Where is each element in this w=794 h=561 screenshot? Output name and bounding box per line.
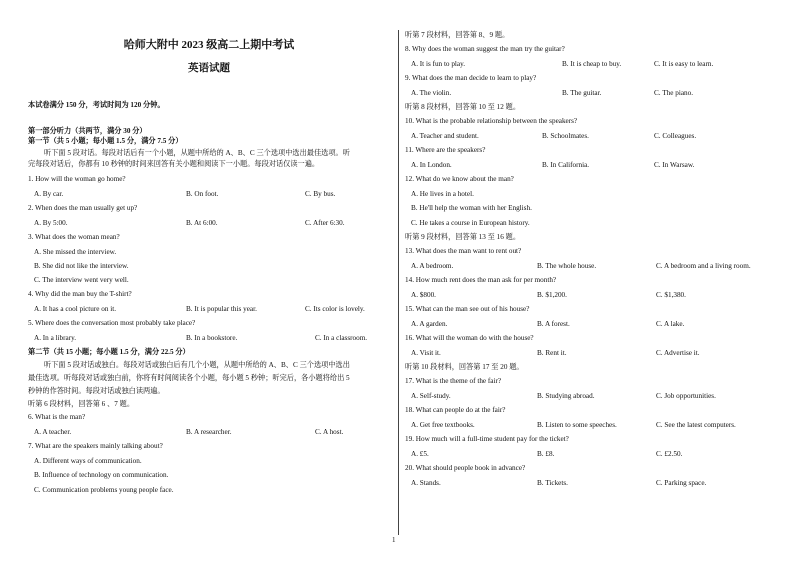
option-b: B. Rent it. bbox=[537, 349, 567, 357]
material-note: 听第 10 段材料，回答第 17 至 20 题。 bbox=[405, 363, 524, 371]
option-a: A. In a library. bbox=[34, 334, 77, 342]
option-a: A. It is fun to play. bbox=[411, 60, 466, 68]
option-b: B. At 6:00. bbox=[186, 219, 218, 227]
option-c: C. $1,380. bbox=[656, 291, 686, 299]
material-note: 听第 8 段材料，回答第 10 至 12 题。 bbox=[405, 103, 521, 111]
question-11: 11. Where are the speakers? bbox=[405, 146, 486, 154]
option-a: A. The violin. bbox=[411, 89, 452, 97]
question-4: 4. Why did the man buy the T-shirt? bbox=[28, 290, 132, 298]
option-b: B. Tickets. bbox=[537, 479, 568, 487]
option-c: C. A bedroom and a living room. bbox=[656, 262, 751, 270]
option-b: B. £8. bbox=[537, 450, 555, 458]
option-a: A. By car. bbox=[34, 190, 64, 198]
option-a: A. A bedroom. bbox=[411, 262, 454, 270]
question-7: 7. What are the speakers mainly talking about? bbox=[28, 442, 163, 450]
material-note: 听第 7 段材料，回答第 8、9 题。 bbox=[405, 31, 510, 39]
option-a: A. Stands. bbox=[411, 479, 441, 487]
exam-title: 哈师大附中 2023 级高二上期中考试 bbox=[123, 39, 295, 51]
question-19: 19. How much will a full-time student pay for the ticket? bbox=[405, 435, 569, 443]
option-c: C. Colleagues. bbox=[654, 132, 697, 140]
section2-instructions: 秒钟的作答时间。每段对话或独白读两遍。 bbox=[28, 387, 165, 395]
option-c: C. A lake. bbox=[656, 320, 685, 328]
option-b: B. The whole house. bbox=[537, 262, 597, 270]
option-b: B. In a bookstore. bbox=[186, 334, 238, 342]
material-note: 听第 9 段材料，回答第 13 至 16 题。 bbox=[405, 233, 521, 241]
option-b: B. $1,200. bbox=[537, 291, 567, 299]
page-number: 1 bbox=[392, 536, 396, 544]
question-2: 2. When does the man usually get up? bbox=[28, 204, 138, 212]
option-a: A. It has a cool picture on it. bbox=[34, 305, 117, 313]
option-c: C. He takes a course in European history. bbox=[411, 219, 530, 227]
section1-instructions: 听下面 5 段对话。每段对话后有一个小题，从题中所给的 A、B、C 三个选项中选出最佳选项。听 bbox=[44, 149, 350, 157]
option-c: C. Communication problems young people face. bbox=[34, 486, 174, 494]
option-a: A. In London. bbox=[411, 161, 452, 169]
question-14: 14. How much rent does the man ask for per month? bbox=[405, 276, 557, 284]
option-a: A. Different ways of communication. bbox=[34, 457, 142, 465]
question-20: 20. What should people book in advance? bbox=[405, 464, 526, 472]
option-a: A. By 5:00. bbox=[34, 219, 68, 227]
option-c: C. By bus. bbox=[305, 190, 336, 198]
option-b: B. Schoolmates. bbox=[542, 132, 589, 140]
option-c: C. The interview went very well. bbox=[34, 276, 129, 284]
option-a: A. She missed the interview. bbox=[34, 248, 117, 256]
option-c: C. Parking space. bbox=[656, 479, 707, 487]
section1-heading: 第一节（共 5 小题；每小题 1.5 分，满分 7.5 分） bbox=[28, 137, 183, 145]
question-10: 10. What is the probable relationship between the speakers? bbox=[405, 117, 578, 125]
option-a: A. He lives in a hotel. bbox=[411, 190, 474, 198]
question-13: 13. What does the man want to rent out? bbox=[405, 247, 522, 255]
option-c: C. Its color is lovely. bbox=[305, 305, 365, 313]
right-column bbox=[405, 0, 770, 561]
option-a: A. Get free textbooks. bbox=[411, 421, 475, 429]
question-17: 17. What is the theme of the fair? bbox=[405, 377, 502, 385]
left-column bbox=[28, 0, 390, 561]
option-a: A. £5. bbox=[411, 450, 429, 458]
option-c: C. In a classroom. bbox=[315, 334, 368, 342]
question-5: 5. Where does the conversation most probably take place? bbox=[28, 319, 196, 327]
option-c: C. £2.50. bbox=[656, 450, 683, 458]
option-c: C. In Warsaw. bbox=[654, 161, 695, 169]
option-a: A. A teacher. bbox=[34, 428, 72, 436]
option-b: B. A researcher. bbox=[186, 428, 232, 436]
exam-meta: 本试卷满分 150 分，考试时间为 120 分钟。 bbox=[28, 101, 165, 109]
column-divider bbox=[398, 30, 399, 535]
option-c: C. See the latest computers. bbox=[656, 421, 736, 429]
material-note: 听第 6 段材料，回答第 6 、7 题。 bbox=[28, 400, 135, 408]
question-8: 8. Why does the woman suggest the man try the guitar? bbox=[405, 45, 565, 53]
option-b: B. Studying abroad. bbox=[537, 392, 595, 400]
part1-heading: 第一部分听力（共两节，满分 30 分） bbox=[28, 127, 147, 135]
option-a: A. Self-study. bbox=[411, 392, 451, 400]
section2-instructions: 最佳选项。听每段对话或独白前，你将有时间阅读各个小题，每小题 5 秒钟；听完后，各小题将给出 5 bbox=[28, 374, 350, 382]
question-3: 3. What does the woman mean? bbox=[28, 233, 120, 241]
question-12: 12. What do we know about the man? bbox=[405, 175, 514, 183]
option-b: B. It is popular this year. bbox=[186, 305, 257, 313]
question-16: 16. What will the woman do with the house? bbox=[405, 334, 534, 342]
question-6: 6. What is the man? bbox=[28, 413, 86, 421]
question-15: 15. What can the man see out of his house? bbox=[405, 305, 530, 313]
option-a: A. Visit it. bbox=[411, 349, 441, 357]
option-b: B. Influence of technology on communication. bbox=[34, 471, 169, 479]
option-b: B. Listen to some speeches. bbox=[537, 421, 617, 429]
option-b: B. On foot. bbox=[186, 190, 219, 198]
option-c: C. The piano. bbox=[654, 89, 693, 97]
question-1: 1. How will the woman go home? bbox=[28, 175, 126, 183]
exam-subtitle: 英语试题 bbox=[188, 63, 230, 74]
option-c: C. Job opportunities. bbox=[656, 392, 716, 400]
option-b: B. A forest. bbox=[537, 320, 570, 328]
option-a: A. Teacher and student. bbox=[411, 132, 479, 140]
option-b: B. He'll help the woman with her English. bbox=[411, 204, 532, 212]
question-9: 9. What does the man decide to learn to play? bbox=[405, 74, 537, 82]
option-c: C. It is easy to learn. bbox=[654, 60, 714, 68]
option-a: A. $800. bbox=[411, 291, 436, 299]
option-b: B. It is cheap to buy. bbox=[562, 60, 622, 68]
option-b: B. In California. bbox=[542, 161, 590, 169]
question-18: 18. What can people do at the fair? bbox=[405, 406, 506, 414]
option-b: B. The guitar. bbox=[562, 89, 602, 97]
option-a: A. A garden. bbox=[411, 320, 448, 328]
section2-heading: 第二节（共 15 小题；每小题 1.5 分，满分 22.5 分） bbox=[28, 348, 190, 356]
section2-instructions: 听下面 5 段对话或独白。每段对话或独白后有几个小题，从题中所给的 A、B、C 三个选项中选出 bbox=[44, 361, 350, 369]
section1-instructions: 完每段对话后，你都有 10 秒钟的时间来回答有关小题和阅读下一小题。每段对话仅读一遍。 bbox=[28, 160, 320, 168]
option-c: C. A host. bbox=[315, 428, 344, 436]
option-c: C. Advertise it. bbox=[656, 349, 700, 357]
option-c: C. After 6:30. bbox=[305, 219, 345, 227]
option-b: B. She did not like the interview. bbox=[34, 262, 129, 270]
